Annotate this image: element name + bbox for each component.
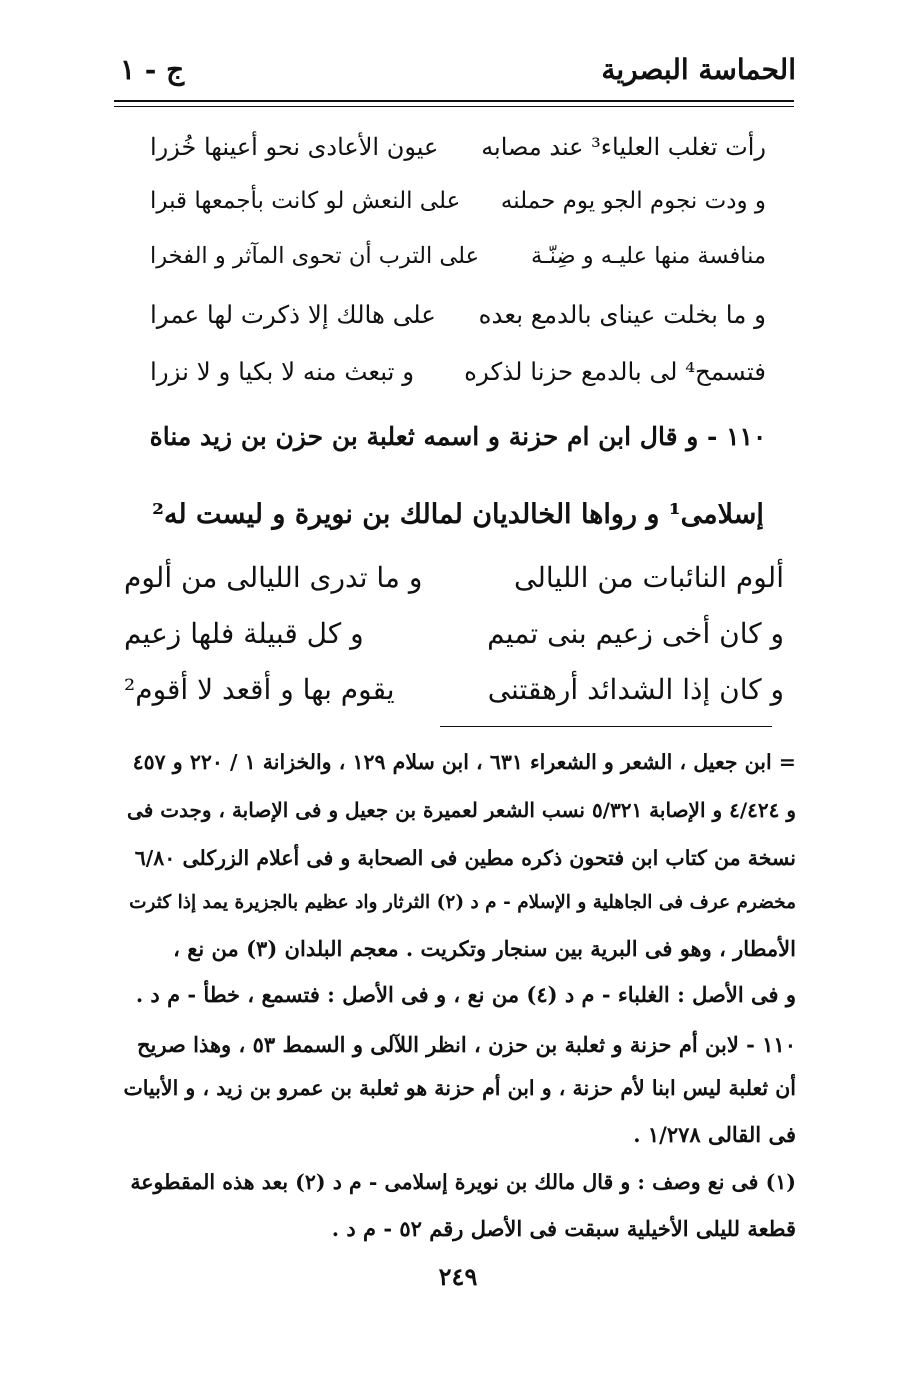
verse-line (124, 664, 784, 714)
verse-second-hemistich: يقوم بها و أقعد لا أقوم² (124, 672, 395, 706)
poem-heading-continuation: إسلامى¹ و رواها الخالديان لمالك بن نويرة و ليست له² (152, 498, 764, 530)
verse-first-hemistich: رأت تغلب العلياء³ عند مصابه (481, 133, 766, 161)
footnote-line: (١) فى نع وصف : و قال مالك بن نويرة إسلامى - م د (٢) بعد هذه المقطوعة (130, 1170, 796, 1194)
footnote-separator (440, 726, 772, 727)
footnote-line: أن ثعلبة ليس ابنا لأم حزنة ، و ابن أم حزنة هو ثعلبة بن عمرو بن زيد ، و الأبيات (123, 1076, 796, 1100)
verse-first-hemistich: و ودت نجوم الجو يوم حملنه (500, 188, 766, 214)
header-rule-thin (114, 106, 794, 107)
page-number: ٢٤٩ (438, 1262, 478, 1291)
footnote-line: = ابن جعيل ، الشعر و الشعراء ٦٣١ ، ابن سلام ١٢٩ ، والخزانة ١ / ٢٢٠ و ٤٥٧ (132, 750, 796, 774)
footnote-line: نسخة من كتاب ابن فتحون ذكره مطين فى الصحابة و فى أعلام الزركلى ٦/٨٠ (134, 846, 796, 870)
footnote-line: قطعة لليلى الأخيلية سبقت فى الأصل رقم ٥٢ - م د . (331, 1215, 796, 1241)
footnote-line: الأمطار ، وهو فى البرية بين سنجار وتكريت . معجم البلدان (٣) من نع ، (173, 935, 796, 961)
verse-second-hemistich: و كل قبيلة فلها زعيم (124, 616, 364, 650)
verse-first-hemistich: منافسة منها عليـه و ضِنّـة (531, 243, 766, 269)
verse-first-hemistich: ألوم النائبات من الليالى (514, 560, 784, 594)
book-title: الحماسة البصرية (601, 52, 796, 86)
verse-line (124, 552, 784, 602)
verse-second-hemistich: على الترب أن تحوى المآثر و الفخرا (150, 243, 480, 269)
verse-first-hemistich: و ما بخلت عيناى بالدمع بعده (478, 299, 766, 329)
verse-line (124, 608, 784, 658)
verse-first-hemistich: و كان إذا الشدائد أرهقتنى (487, 672, 784, 706)
footnote-line: فى القالى ١/٢٧٨ . (633, 1121, 796, 1147)
verse-line (150, 346, 766, 396)
verse-second-hemistich: على النعش لو كانت بأجمعها قبرا (150, 188, 461, 214)
verse-second-hemistich: عيون الأعادى نحو أعينها خُزرا (150, 133, 439, 161)
verse-second-hemistich: و تبعث منه لا بكيا و لا نزرا (150, 356, 415, 386)
verse-line (150, 289, 766, 339)
verse-second-hemistich: و ما تدرى الليالى من ألوم (124, 560, 423, 594)
poem-heading: ١١٠ - و قال ابن ام حزنة و اسمه ثعلبة بن حزن بن زيد مناة (149, 421, 767, 451)
footnote-line: مخضرم عرف فى الجاهلية و الإسلام - م د (٢) الثرثار واد عظيم بالجزيرة يمد إذا كثرت (129, 891, 796, 913)
running-header (120, 44, 796, 94)
verse-line (150, 122, 766, 172)
verse-line (150, 176, 766, 226)
verse-first-hemistich: و كان أخى زعيم بنى تميم (487, 616, 784, 650)
verse-second-hemistich: على هالك إلا ذكرت لها عمرا (150, 299, 436, 329)
footnote-line: ١١٠ - لابن أم حزنة و ثعلبة بن حزن ، انظر اللآلى و السمط ٥٣ ، وهذا صريح (136, 1031, 796, 1057)
footnote-line: و فى الأصل : الغلباء - م د (٤) من نع ، و فى الأصل : فتسمع ، خطأ - م د . (135, 981, 796, 1007)
verse-line (150, 231, 766, 281)
footnote-line: و ٤/٤٢٤ و الإصابة ٥/٣٢١ نسب الشعر لعميرة بن جعيل و فى الإصابة ، وجدت فى (127, 798, 796, 822)
verse-first-hemistich: فتسمح⁴ لى بالدمع حزنا لذكره (464, 356, 766, 386)
header-rule-thick (114, 100, 794, 102)
volume-number: ج - ١ (120, 52, 185, 86)
